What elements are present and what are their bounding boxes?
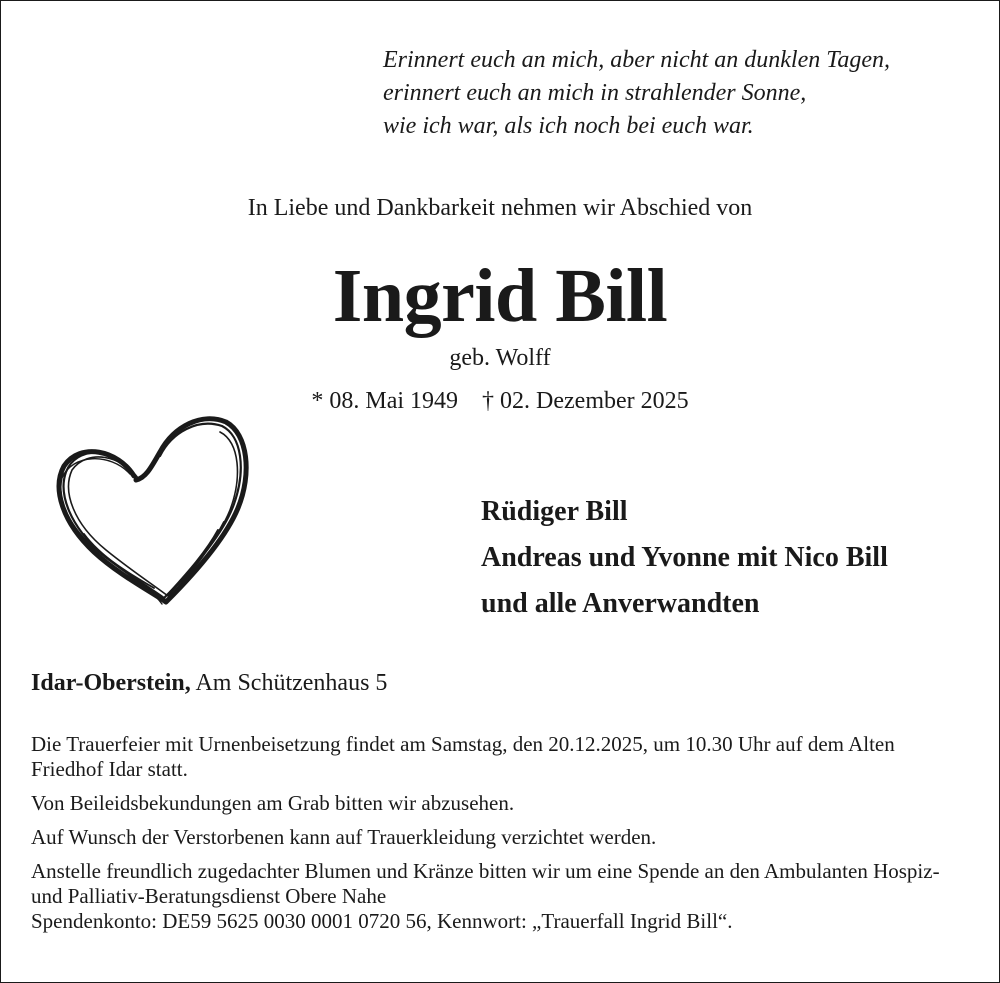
mourner-line: Andreas und Yvonne mit Nico Bill — [481, 542, 888, 573]
brush-heart-icon — [48, 412, 258, 612]
funeral-notes — [31, 732, 971, 943]
deceased-name: Ingrid Bill — [332, 254, 668, 338]
mourner-line: und alle Anverwandten — [481, 588, 760, 619]
poem-line: Erinnert euch an mich, aber nicht an dunklen Tagen, — [383, 47, 891, 73]
note-ceremony: Die Trauerfeier mit Urnenbeisetzung findet am Samstag, den 20.12.2025, um 10.30 Uhr auf dem Alten Friedhof Idar statt. — [31, 732, 895, 781]
note-condolences: Von Beileidsbekundungen am Grab bitten wir abzusehen. — [31, 791, 515, 815]
address — [31, 667, 387, 699]
mourners-list — [481, 489, 888, 627]
poem-line: erinnert euch an mich in strahlender Sonne, — [383, 80, 807, 106]
note-donation: Anstelle freundlich zugedachter Blumen und Kränze bitten wir um eine Spende an den Ambulanten Hospiz- und Palliativ-Beratungsdienst Obere Nahe Spendenkonto: DE59 5625 0030 0001 0720 56, Kennwort: „Trauerfall Ingrid Bill“. — [31, 859, 940, 933]
note-clothing: Auf Wunsch der Verstorbenen kann auf Trauerkleidung verzichtet werden. — [31, 825, 657, 849]
mourner-line: Rüdiger Bill — [481, 496, 628, 527]
address-street: Am Schützenhaus 5 — [195, 670, 388, 696]
death-date: † 02. Dezember 2025 — [482, 388, 689, 414]
birth-date: * 08. Mai 1949 — [311, 388, 459, 414]
address-city: Idar-Oberstein, — [31, 670, 191, 696]
maiden-name: geb. Wolff — [449, 345, 551, 371]
poem — [383, 44, 890, 143]
intro-line: In Liebe und Dankbarkeit nehmen wir Abschied von — [247, 195, 753, 221]
poem-line: wie ich war, als ich noch bei euch war. — [383, 113, 754, 139]
